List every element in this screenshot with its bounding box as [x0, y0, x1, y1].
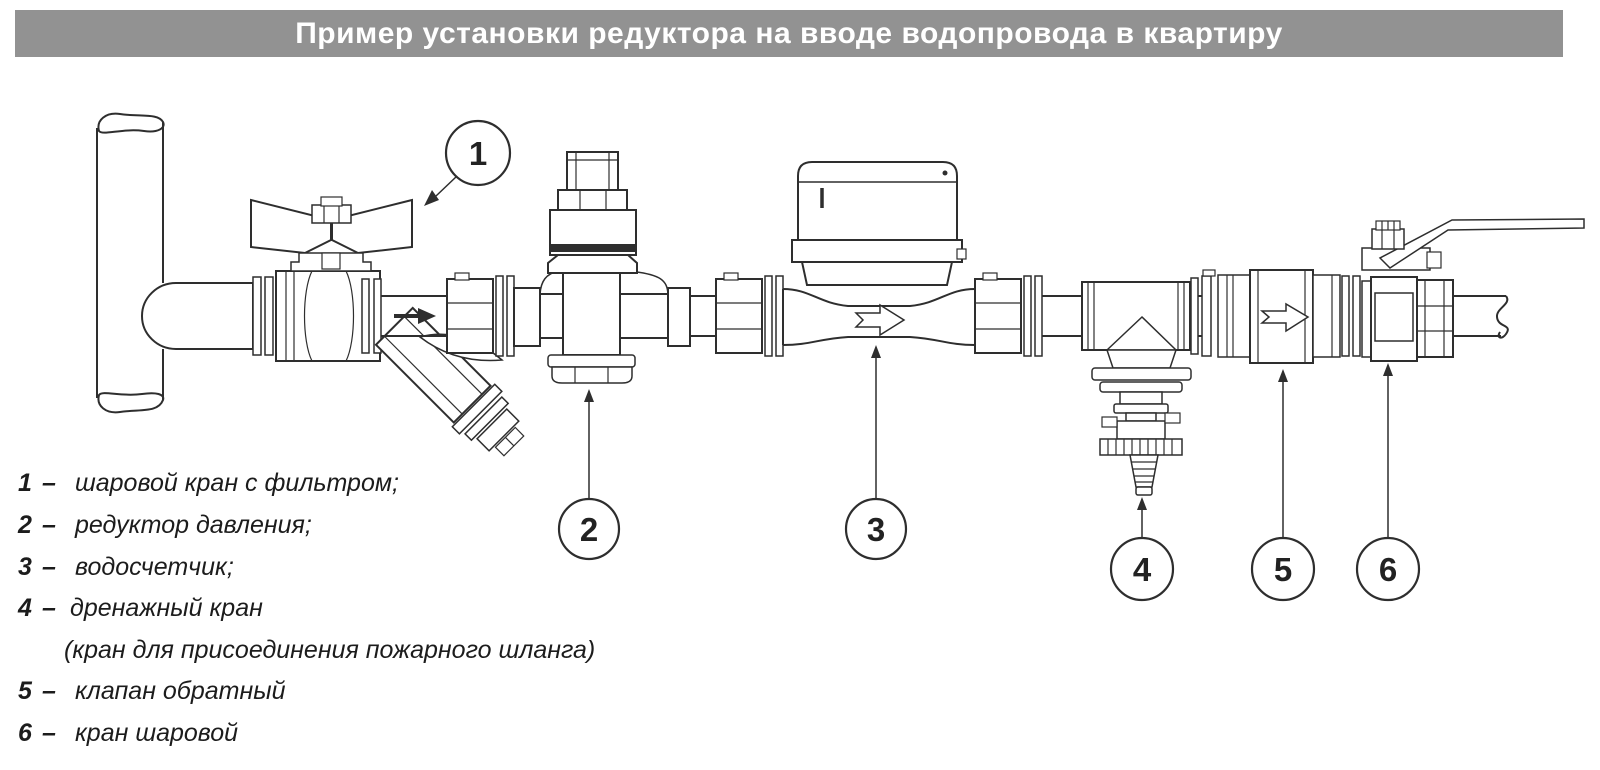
callout-number-3: 3: [866, 511, 886, 548]
butterfly-handle: [251, 197, 412, 271]
adjuster-nut: [558, 190, 627, 210]
legend-item-4-note: (кран для присоединения пожарного шланга): [64, 636, 596, 664]
meter-flow-arrow-icon: [856, 305, 904, 335]
reducer-column: [563, 262, 620, 355]
union-rings: [1191, 270, 1250, 357]
callout-number-1: 1: [468, 135, 488, 172]
callout-2: [559, 389, 619, 559]
callout-6: [1357, 363, 1419, 600]
drain-valve-body: [1117, 421, 1165, 439]
drain-valve: [1092, 350, 1191, 495]
legend-item-6: 6 – кран шаровой: [18, 719, 239, 747]
riser-bottom-cut: [98, 393, 163, 412]
bottom-plug: [552, 367, 632, 383]
meter-collar: [792, 240, 962, 262]
union-coupling-1: [447, 273, 514, 356]
lever-handle: [1362, 219, 1584, 270]
callout-number-5: 5: [1273, 551, 1293, 588]
legend-item-5: 5 – клапан обратный: [18, 677, 286, 705]
bottom-flange: [548, 355, 635, 367]
water-meter: [783, 162, 975, 345]
pressure-reducer: [514, 152, 690, 383]
check-valve: [1250, 270, 1340, 363]
callout-5: [1252, 369, 1314, 600]
legend-item-2: 2 – редуктор давления;: [18, 511, 312, 539]
union-coupling-2: [716, 273, 783, 356]
spring-bell: [548, 255, 637, 273]
stem-nut: [1372, 229, 1404, 249]
pipe-break: [1497, 296, 1508, 338]
callout-3: [846, 345, 906, 559]
title-bar: [15, 10, 1563, 57]
callout-4: [1111, 497, 1173, 600]
pipe-segment: [1042, 296, 1082, 336]
pipe-segment: [690, 296, 716, 336]
legend: [17, 469, 595, 747]
housing-band: [551, 244, 635, 252]
union-coupling-3: [975, 273, 1042, 356]
riser-pipe: [97, 114, 164, 413]
callout-number-2: 2: [579, 511, 599, 548]
outlet-nut: [1417, 280, 1453, 357]
legend-item-3: 3 – водосчетчик;: [18, 553, 234, 581]
meter-housing: [802, 262, 952, 285]
adjuster-bolt: [567, 152, 618, 190]
leader-line-1: [436, 176, 457, 196]
legend-item-4: 4 – дренажный кран: [18, 594, 263, 622]
inlet-stub-pipe: [142, 283, 253, 349]
drain-coupling-nut: [1100, 439, 1182, 455]
callout-number-6: 6: [1378, 551, 1398, 588]
tee-fitting: [1082, 282, 1190, 350]
callout-number-4: 4: [1132, 551, 1152, 588]
riser-top-cut: [98, 114, 163, 133]
page-title: Пример установки редуктора на вводе водопровода в квартиру: [295, 17, 1283, 50]
outlet-pipe: [1453, 296, 1508, 338]
stem-nut: [312, 205, 351, 223]
ball-valve-lever: [1342, 219, 1584, 361]
legend-item-1: 1 – шаровой кран с фильтром;: [18, 469, 399, 497]
callout-1: [424, 121, 510, 206]
